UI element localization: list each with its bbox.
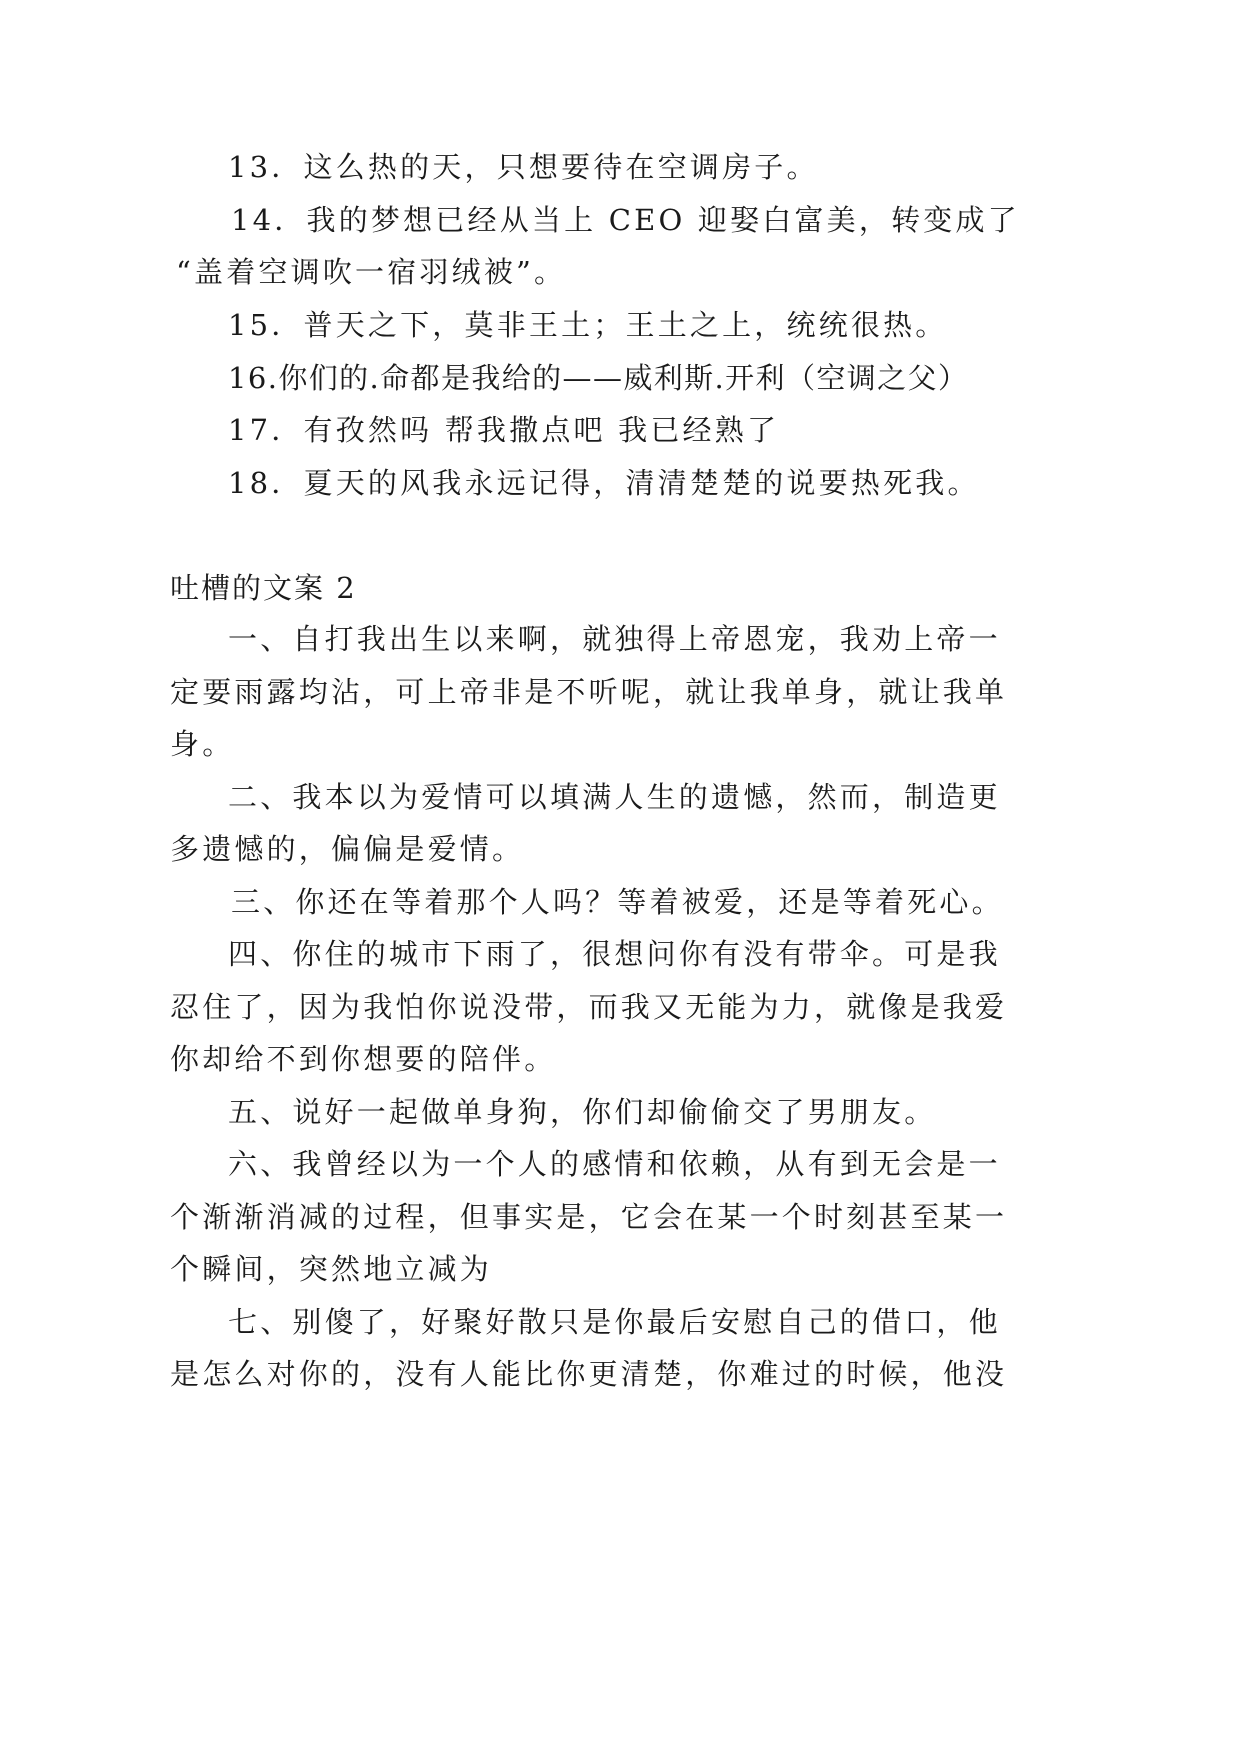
text-line: 个瞬间，突然地立减为 (170, 1252, 493, 1286)
text-line: 是怎么对你的，没有人能比你更清楚，你难过的时候，他没 (170, 1357, 1008, 1391)
text-line: 你却给不到你想要的陪伴。 (170, 1042, 557, 1076)
text-line: “盖着空调吹一宿羽绒被”。 (176, 255, 567, 289)
text-line: 多遗憾的，偏偏是爱情。 (170, 832, 525, 866)
text-line: 14．我的梦想已经从当上 CEO 迎娶白富美，转变成了 (231, 203, 1020, 237)
text-line: 个渐渐消减的过程，但事实是，它会在某一个时刻甚至某一 (170, 1200, 1008, 1234)
text-line: 二、我本以为爱情可以填满人生的遗憾，然而，制造更 (228, 780, 1001, 814)
text-line: 17．有孜然吗 帮我撒点吧 我已经熟了 (228, 413, 780, 447)
text-line: 13．这么热的天，只想要待在空调房子。 (228, 150, 819, 184)
text-line: 15．普天之下，莫非王土；王土之上，统统很热。 (228, 308, 948, 342)
text-line: 七、别傻了，好聚好散只是你最后安慰自己的借口，他 (228, 1305, 1001, 1339)
text-line: 三、你还在等着那个人吗？等着被爱，还是等着死心。 (231, 885, 1004, 919)
text-line: 16.你们的.命都是我给的——威利斯.开利（空调之父） (228, 361, 969, 395)
section-heading: 吐槽的文案 2 (170, 571, 357, 605)
text-line: 18．夏天的风我永远记得，清清楚楚的说要热死我。 (228, 466, 980, 500)
text-line: 定要雨露均沾，可上帝非是不听呢，就让我单身，就让我单 (170, 675, 1008, 709)
text-line: 五、说好一起做单身狗，你们却偷偷交了男朋友。 (228, 1095, 937, 1129)
text-line: 忍住了，因为我怕你说没带，而我又无能为力，就像是我爱 (170, 990, 1008, 1024)
text-line: 一、自打我出生以来啊，就独得上帝恩宠，我劝上帝一 (228, 622, 1001, 656)
text-line: 身。 (170, 727, 235, 761)
text-line: 四、你住的城市下雨了，很想问你有没有带伞。可是我 (228, 937, 1001, 971)
text-line: 六、我曾经以为一个人的感情和依赖，从有到无会是一 (228, 1147, 1001, 1181)
